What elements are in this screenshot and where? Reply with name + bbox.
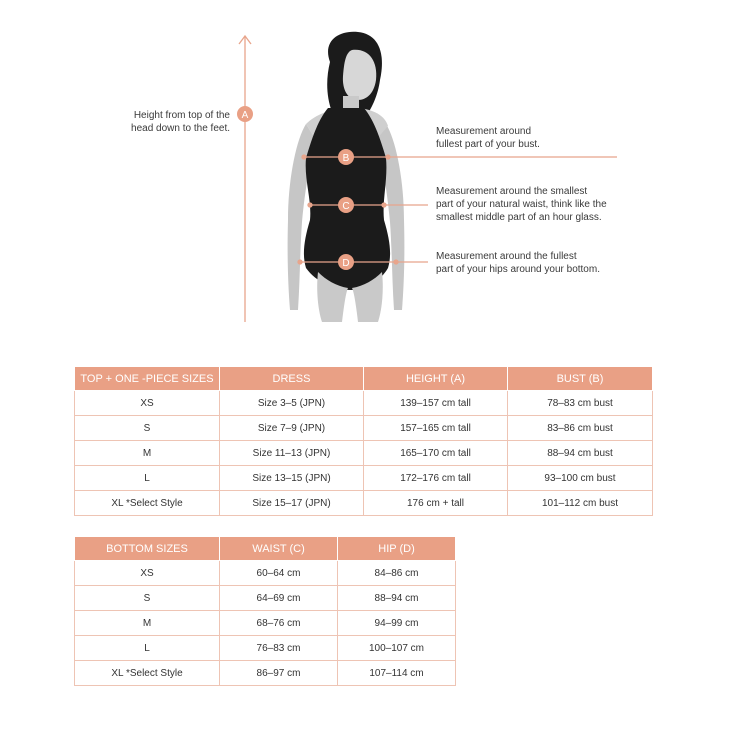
table-cell: S — [75, 586, 220, 611]
table-cell: 83–86 cm bust — [508, 416, 653, 441]
table-row — [75, 661, 456, 686]
table-cell: 84–86 cm — [338, 561, 456, 586]
table-cell: S — [75, 416, 220, 441]
table-cell: 76–83 cm — [220, 636, 338, 661]
hip-note: Measurement around the fullest part of your hips around your bottom. — [436, 251, 600, 275]
top-table-header — [75, 367, 653, 391]
table-cell: M — [75, 611, 220, 636]
col-header: DRESS — [220, 367, 364, 391]
table-row — [75, 466, 653, 491]
table-row — [75, 586, 456, 611]
col-header: BOTTOM SIZES — [75, 537, 220, 561]
table-cell: 94–99 cm — [338, 611, 456, 636]
col-header: BUST (B) — [508, 367, 653, 391]
table-cell: 64–69 cm — [220, 586, 338, 611]
measurement-figure — [0, 0, 730, 340]
waist-note: Measurement around the smallest part of your natural waist, think like the smallest middle part of an hour glass. — [436, 186, 607, 223]
table-row — [75, 491, 653, 516]
table-row — [75, 561, 456, 586]
col-header: HIP (D) — [338, 537, 456, 561]
table-cell: Size 15–17 (JPN) — [220, 491, 364, 516]
table-cell: 176 cm + tall — [364, 491, 508, 516]
table-cell: 165–170 cm tall — [364, 441, 508, 466]
col-header: WAIST (C) — [220, 537, 338, 561]
col-header: HEIGHT (A) — [364, 367, 508, 391]
bust-note: Measurement around fullest part of your bust. — [436, 126, 540, 150]
marker-a-label: A — [241, 110, 249, 121]
table-cell: XS — [75, 561, 220, 586]
table-cell: 86–97 cm — [220, 661, 338, 686]
table-cell: XS — [75, 391, 220, 416]
height-note: Height from top of the head down to the feet. — [131, 110, 230, 134]
table-cell: Size 7–9 (JPN) — [220, 416, 364, 441]
table-cell: 78–83 cm bust — [508, 391, 653, 416]
table-row — [75, 391, 653, 416]
col-header: TOP + ONE -PIECE SIZES — [75, 367, 220, 391]
table-cell: 101–112 cm bust — [508, 491, 653, 516]
marker-c — [338, 197, 354, 213]
table-row — [75, 636, 456, 661]
marker-c-label: C — [342, 201, 350, 212]
table-cell: Size 3–5 (JPN) — [220, 391, 364, 416]
model-silhouette — [288, 32, 405, 322]
table-cell: Size 11–13 (JPN) — [220, 441, 364, 466]
bottom-size-table — [74, 536, 456, 686]
top-size-table — [74, 366, 653, 516]
table-cell: L — [75, 466, 220, 491]
table-cell: Size 13–15 (JPN) — [220, 466, 364, 491]
marker-a — [237, 106, 253, 122]
table-cell: 139–157 cm tall — [364, 391, 508, 416]
table-cell: M — [75, 441, 220, 466]
table-cell: 172–176 cm tall — [364, 466, 508, 491]
height-arrow — [239, 36, 251, 322]
table-cell: 60–64 cm — [220, 561, 338, 586]
table-cell: 157–165 cm tall — [364, 416, 508, 441]
table-cell: L — [75, 636, 220, 661]
bottom-table-header — [75, 537, 456, 561]
table-cell: 88–94 cm — [338, 586, 456, 611]
table-cell: XL *Select Style — [75, 661, 220, 686]
table-cell: XL *Select Style — [75, 491, 220, 516]
table-cell: 68–76 cm — [220, 611, 338, 636]
table-row — [75, 611, 456, 636]
table-row — [75, 441, 653, 466]
marker-b — [338, 149, 354, 165]
table-cell: 88–94 cm bust — [508, 441, 653, 466]
marker-d — [338, 254, 354, 270]
marker-d-label: D — [342, 258, 350, 269]
table-cell: 100–107 cm — [338, 636, 456, 661]
table-cell: 93–100 cm bust — [508, 466, 653, 491]
marker-b-label: B — [342, 153, 350, 164]
table-cell: 107–114 cm — [338, 661, 456, 686]
table-row — [75, 416, 653, 441]
